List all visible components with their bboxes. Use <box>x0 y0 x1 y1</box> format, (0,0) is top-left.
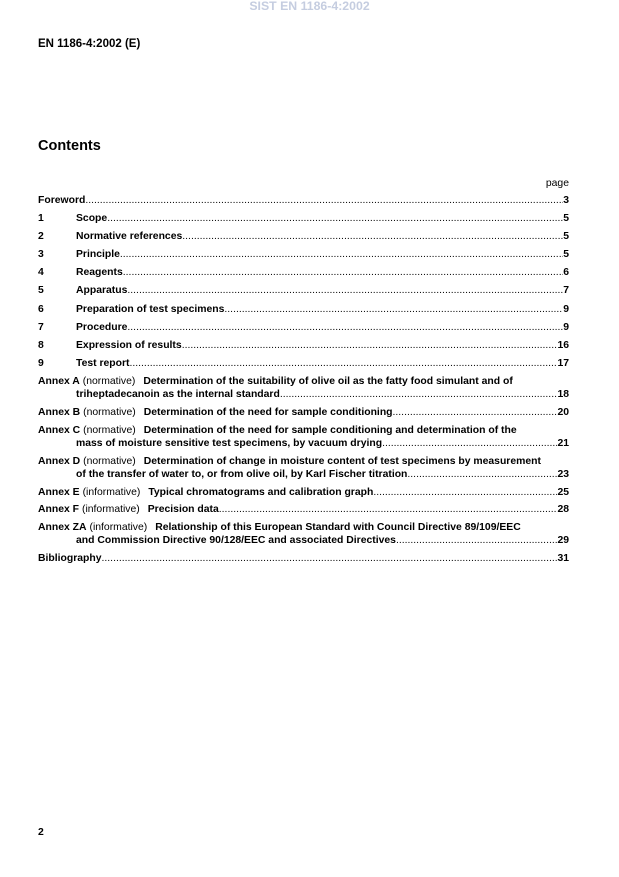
clause-title: Procedure <box>76 321 128 333</box>
annex-label: Annex D <box>38 455 81 467</box>
toc-entry-page-number: 29 <box>557 535 569 547</box>
toc-entry-annex-b <box>38 406 569 419</box>
clause-title: Normative references <box>76 230 183 242</box>
annex-label: Annex C <box>38 424 81 436</box>
toc-entry-clause-5 <box>38 284 569 297</box>
clause-number: 1 <box>38 212 44 224</box>
clause-number: 8 <box>38 340 44 351</box>
dot-leader <box>396 534 557 547</box>
toc-entry-page-number: 21 <box>557 437 569 449</box>
annex-title-line-1: Determination of the suitability of olive oil as the fatty food simulant and of <box>143 376 513 388</box>
clause-number: 5 <box>38 285 44 297</box>
clause-number: 6 <box>38 303 44 315</box>
annex-title-line-1: Relationship of this European Standard with Council Directive 89/109/EEC <box>155 522 521 534</box>
annex-status: (informative) <box>82 504 140 516</box>
annex-line-1 <box>38 424 569 437</box>
annex-title-line-1: Typical chromatograms and calibration graph <box>148 486 374 498</box>
annex-status: (normative) <box>83 424 136 436</box>
toc-entry-bibliography <box>38 552 569 565</box>
contents-heading: Contents <box>38 138 101 154</box>
toc-entry-page-number: 9 <box>563 321 569 333</box>
toc-entry-page-number: 20 <box>557 407 569 419</box>
annex-status: (informative) <box>82 486 141 498</box>
clause-title: Preparation of test specimens <box>76 303 225 315</box>
annex-line-1 <box>38 455 569 468</box>
table-of-contents <box>38 194 569 571</box>
dot-leader <box>120 248 563 261</box>
toc-entry-page-number: 28 <box>557 504 569 516</box>
clause-number: 7 <box>38 321 44 333</box>
annex-title-line-2: mass of moisture sensitive test specimens, by vacuum drying <box>76 437 383 449</box>
toc-entry-page-number: 16 <box>557 340 569 351</box>
dot-leader <box>219 503 558 516</box>
clause-number: 9 <box>38 358 44 370</box>
toc-entry-annex-f <box>38 503 569 516</box>
clause-number: 4 <box>38 267 44 279</box>
toc-entry-page-number: 7 <box>563 285 569 297</box>
dot-leader <box>102 552 558 565</box>
annex-status: (normative) <box>82 376 136 388</box>
dot-leader <box>280 388 558 401</box>
annex-line-2 <box>38 437 569 450</box>
annex-line-1 <box>38 503 569 516</box>
annex-label: Annex A <box>38 376 80 388</box>
dot-leader <box>107 212 563 225</box>
annex-label: Annex ZA <box>38 522 87 534</box>
page-column-label: page <box>545 177 569 189</box>
clause-title: Reagents <box>76 267 123 279</box>
dot-leader <box>407 468 557 481</box>
toc-entry-clause-6 <box>38 303 569 316</box>
dot-leader <box>85 194 563 207</box>
toc-entry-page-number: 6 <box>563 267 569 279</box>
clause-title: Apparatus <box>76 285 128 297</box>
toc-entry-page-number: 5 <box>563 212 569 224</box>
toc-entry-page-number: 3 <box>563 194 569 206</box>
toc-entry-title: Foreword <box>38 194 86 206</box>
dot-leader <box>373 486 557 499</box>
toc-entry-page-number: 18 <box>557 389 569 401</box>
toc-entry-page-number: 5 <box>563 230 569 242</box>
page-number: 2 <box>38 826 44 838</box>
dot-leader <box>127 284 563 297</box>
toc-entry-annex-c <box>38 424 569 450</box>
annex-line-2 <box>38 534 569 547</box>
clause-number: 2 <box>38 230 44 242</box>
toc-entry-annex-a <box>38 375 569 401</box>
toc-entry-page-number: 31 <box>557 552 569 564</box>
annex-title-line-2: triheptadecanoin as the internal standard <box>76 389 280 401</box>
annex-label: Annex E <box>38 486 80 498</box>
watermark: SIST EN 1186-4:2002 <box>249 0 370 13</box>
clause-title: Principle <box>76 249 120 261</box>
annex-title-line-2: and Commission Directive 90/128/EEC and associated Directives <box>76 535 396 547</box>
annex-label: Annex F <box>38 504 79 516</box>
dot-leader <box>130 357 558 370</box>
annex-title-line-1: Determination of the need for sample conditioning <box>143 407 393 419</box>
annex-status: (normative) <box>83 455 136 467</box>
toc-entry-title: Bibliography <box>38 552 102 564</box>
toc-entry-page-number: 25 <box>557 486 569 498</box>
annex-line-1 <box>38 521 569 534</box>
clause-number: 3 <box>38 249 44 261</box>
dot-leader <box>123 266 563 279</box>
toc-entry-annex-za <box>38 521 569 547</box>
toc-entry-page-number: 5 <box>563 249 569 261</box>
annex-status: (normative) <box>83 407 136 419</box>
toc-entry-clause-4 <box>38 266 569 279</box>
toc-entry-clause-2 <box>38 230 569 243</box>
annex-line-2 <box>38 388 569 401</box>
annex-line-1 <box>38 486 569 499</box>
clause-title: Test report <box>76 358 130 370</box>
toc-entry-clause-3 <box>38 248 569 261</box>
toc-entry-page-number: 17 <box>557 358 569 370</box>
toc-entry-clause-1 <box>38 212 569 225</box>
dot-leader <box>382 437 557 450</box>
annex-line-1 <box>38 406 569 419</box>
clause-title: Scope <box>76 212 108 224</box>
dot-leader <box>182 230 563 243</box>
annex-label: Annex B <box>38 407 81 419</box>
clause-title: Expression of results <box>76 340 182 351</box>
toc-entry-annex-d <box>38 455 569 481</box>
dot-leader <box>224 303 563 316</box>
dot-leader <box>393 406 558 419</box>
annex-title-line-1: Determination of change in moisture content of test specimens by measurement <box>143 455 541 467</box>
toc-entry-clause-8 <box>38 339 569 352</box>
dot-leader <box>182 339 558 352</box>
document-id-header: EN 1186-4:2002 (E) <box>38 38 141 50</box>
toc-entry-annex-e <box>38 486 569 499</box>
toc-entry-clause-9 <box>38 357 569 370</box>
toc-entry-clause-7 <box>38 321 569 334</box>
annex-title-line-1: Precision data <box>147 504 219 516</box>
annex-status: (informative) <box>89 522 148 534</box>
annex-title-line-2: of the transfer of water to, or from olive oil, by Karl Fischer titration <box>76 468 408 480</box>
toc-entry-page-number: 23 <box>557 468 569 480</box>
dot-leader <box>127 321 563 334</box>
toc-entry-page-number: 9 <box>563 303 569 315</box>
annex-title-line-1: Determination of the need for sample conditioning and determination of the <box>143 424 517 436</box>
annex-line-1 <box>38 375 569 388</box>
toc-entry-foreword <box>38 194 569 207</box>
annex-line-2 <box>38 468 569 481</box>
